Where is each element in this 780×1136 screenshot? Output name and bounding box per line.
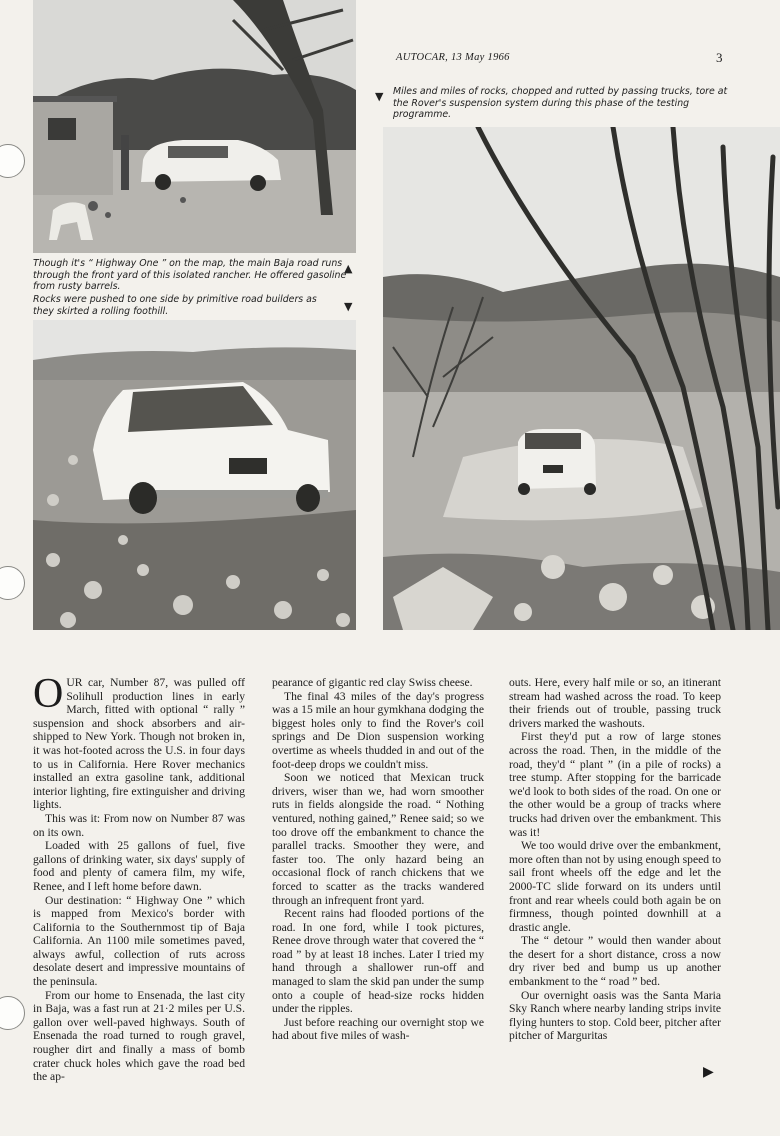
- paragraph: First they'd put a row of large stones across the road. Then, in the middle of the road, they'd “ plant ” (in a pile of rocks) a tree stump. After stopping for the barricade we'd look to both sides of the road. On one or the other would be a group of tracks where trucks had driven over the embankment. This was it!: [509, 730, 721, 839]
- caption-miles-of-rocks: Miles and miles of rocks, chopped and rutted by passing trucks, tore at the Rover's suspension system during this phase of the testing programme.: [393, 86, 728, 121]
- paragraph: Our destination: “ Highway One ” which is mapped from Mexico's border with California to the Southernmost tip of Baja California. An 1100 mile sometimes paved, always awful, collection of ruts across desolate desert and impressive mountains of the peninsula.: [33, 893, 245, 989]
- continued-arrow-icon: ▶: [703, 1065, 714, 1080]
- paragraph: This was it: From now on Number 87 was on its own.: [33, 811, 245, 839]
- caption-arrow-up: ▲: [344, 262, 353, 275]
- article-column-1: [33, 671, 245, 1084]
- paragraph: Soon we noticed that Mexican truck drivers, wiser than we, had worn smoother ruts in fields alongside the road. “ Nothing ventured, nothing gained,” Renee said; so we too drove off the embankment to chance the parallel tracks. Smoother they were, and faster too. The only hazard being an occasional flock of ranch chickens that we forced to scatter as the tracks wandered through an infrequent front yard.: [272, 771, 484, 907]
- paragraph: From our home to Ensenada, the last city in Baja, was a fast run at 21·2 miles per U.S. gallon over well-paved highways. South of Ensenada the road turned to rough gravel, rougher dirt and finally a mass of bomb crater chuck holes which gave the road bed the ap-: [33, 988, 245, 1084]
- paragraph: The final 43 miles of the day's progress was a 15 mile an hour gymkhana dodging the biggest holes only to find the Rover's coil springs and De Dion suspension working overtime as wheels thudded in and out of the foot-deep drops we couldn't miss.: [272, 689, 484, 771]
- paragraph: The “ detour ” would then wander about the desert for a short distance, cross a now dry river bed and bump us up another embankment to the “ road ” bed.: [509, 934, 721, 989]
- article-column-2: [272, 676, 484, 1043]
- photo-ranch-house: [33, 0, 356, 253]
- paragraph: We too would drive over the embankment, more often than not by using enough speed to sail front wheels off the edge and let the 2000-TC slide forward on its unders until front and rear wheels could both again be on firmness, though pointed downhill at a drastic angle.: [509, 839, 721, 934]
- paragraph: Recent rains had flooded portions of the road. In one ford, while I took pictures, Renee drove through water that covered the “ road ” by at least 18 inches. Later I tried my hand through a shallower run-off and managed to slam the skid pan under the sump onto a couple of head-size rocks hidden under the ripples.: [272, 907, 484, 1016]
- running-head: AUTOCAR, 13 May 1966: [396, 52, 510, 63]
- article-column-3: [509, 676, 721, 1043]
- drop-cap: O: [33, 671, 64, 717]
- paragraph: pearance of gigantic red clay Swiss cheese.: [272, 676, 473, 689]
- photo-desert-track: [383, 127, 780, 630]
- binder-hole: [0, 144, 25, 178]
- paragraph: Loaded with 25 gallons of fuel, five gallons of drinking water, six days' supply of food and plenty of camera film, my wife, Renee, and I left home before dawn.: [33, 839, 245, 893]
- paragraph: Our overnight oasis was the Santa Maria Sky Ranch where nearby landing strips invite flying hunters to stop. Cold beer, pitcher after pitcher of Marguritas: [509, 988, 721, 1043]
- paragraph: OUR car, Number 87, was pulled off Solihull production lines in early March, fitted with optional “ rally ” suspension and shock absorbers and air-shipped to New York. Though not broken in, it was hot-footed across the U.S. in four days to us in California. Here Rover mechanics installed an extra gasoline tank, additional interior lighting, fire extinguisher and driving lights.: [33, 671, 245, 812]
- photo-rocky-road: [33, 320, 356, 630]
- paragraph: Just before reaching our overnight stop we had about five miles of wash-: [272, 1015, 484, 1043]
- paragraph: outs. Here, every half mile or so, an itinerant stream had washed across the road. To keep their friends out of trouble, passing truck drivers marked the washouts.: [509, 676, 721, 730]
- binder-hole: [0, 996, 25, 1030]
- caption-ranch: Though it's “ Highway One ” on the map, the main Baja road runs through the front yard of this isolated rancher. He offered gasoline from rusty barrels.: [33, 258, 347, 293]
- caption-rocks: Rocks were pushed to one side by primitive road builders as they skirted a rolling foothill.: [33, 294, 317, 317]
- page-number: 3: [716, 50, 723, 65]
- binder-hole: [0, 566, 25, 600]
- caption-arrow-down: ▼: [375, 90, 384, 103]
- caption-arrow-down: ▼: [344, 300, 353, 313]
